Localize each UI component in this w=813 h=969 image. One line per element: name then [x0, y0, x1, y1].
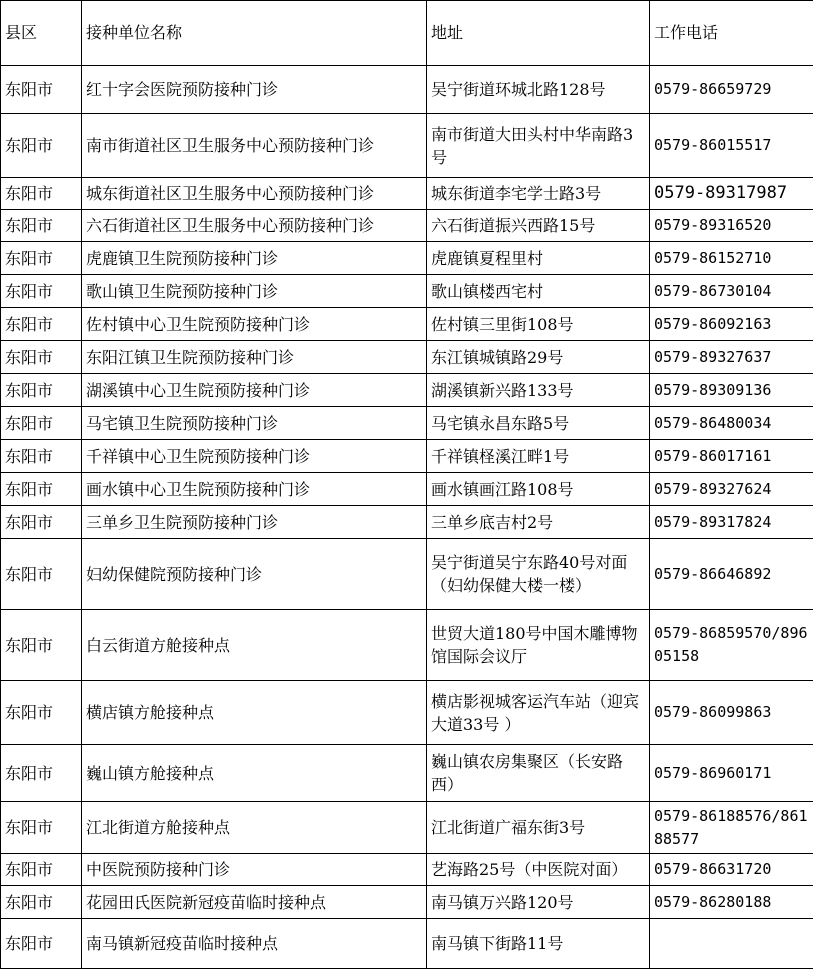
header-district: 县区 [1, 1, 82, 66]
cell-district: 东阳市 [1, 539, 82, 610]
header-address: 地址 [427, 1, 650, 66]
table-row [1, 854, 813, 886]
table-row [1, 66, 813, 114]
cell-address: 马宅镇永昌东路5号 [427, 407, 650, 440]
cell-address: 艺海路25号（中医院对面） [427, 854, 650, 886]
cell-phone: 0579-86859570/89605158 [650, 610, 813, 681]
cell-phone: 0579-86659729 [650, 66, 813, 114]
cell-address: 佐村镇三里街108号 [427, 308, 650, 341]
cell-address: 虎鹿镇夏程里村 [427, 242, 650, 275]
cell-district: 东阳市 [1, 210, 82, 242]
table-row [1, 802, 813, 854]
cell-address: 三单乡底吉村2号 [427, 506, 650, 539]
cell-unit-name: 南马镇新冠疫苗临时接种点 [82, 919, 427, 969]
cell-phone: 0579-86092163 [650, 308, 813, 341]
cell-phone [650, 919, 813, 969]
header-row [1, 1, 813, 66]
cell-district: 东阳市 [1, 66, 82, 114]
cell-district: 东阳市 [1, 114, 82, 178]
cell-address: 南市街道大田头村中华南路3号 [427, 114, 650, 178]
cell-unit-name: 巍山镇方舱接种点 [82, 745, 427, 802]
cell-unit-name: 妇幼保健院预防接种门诊 [82, 539, 427, 610]
cell-unit-name: 六石街道社区卫生服务中心预防接种门诊 [82, 210, 427, 242]
cell-district: 东阳市 [1, 610, 82, 681]
cell-phone: 0579-89317824 [650, 506, 813, 539]
cell-unit-name: 湖溪镇中心卫生院预防接种门诊 [82, 374, 427, 407]
table-row [1, 886, 813, 919]
cell-district: 东阳市 [1, 919, 82, 969]
cell-unit-name: 马宅镇卫生院预防接种门诊 [82, 407, 427, 440]
cell-address: 画水镇画江路108号 [427, 473, 650, 506]
cell-phone: 0579-86015517 [650, 114, 813, 178]
table-row [1, 919, 813, 969]
cell-district: 东阳市 [1, 308, 82, 341]
table-row [1, 506, 813, 539]
cell-phone: 0579-89327637 [650, 341, 813, 374]
cell-district: 东阳市 [1, 275, 82, 308]
cell-unit-name: 城东街道社区卫生服务中心预防接种门诊 [82, 178, 427, 210]
cell-unit-name: 千祥镇中心卫生院预防接种门诊 [82, 440, 427, 473]
table-row [1, 407, 813, 440]
cell-address: 横店影视城客运汽车站（迎宾大道33号 ） [427, 681, 650, 745]
table-row [1, 308, 813, 341]
cell-phone: 0579-86631720 [650, 854, 813, 886]
cell-phone: 0579-89309136 [650, 374, 813, 407]
cell-unit-name: 红十字会医院预防接种门诊 [82, 66, 427, 114]
table-row [1, 440, 813, 473]
cell-address: 城东街道李宅学士路3号 [427, 178, 650, 210]
cell-phone: 0579-89316520 [650, 210, 813, 242]
cell-phone: 0579-89327624 [650, 473, 813, 506]
cell-district: 东阳市 [1, 341, 82, 374]
cell-address: 江北街道广福东街3号 [427, 802, 650, 854]
cell-address: 湖溪镇新兴路133号 [427, 374, 650, 407]
table-row [1, 745, 813, 802]
cell-phone: 0579-86730104 [650, 275, 813, 308]
header-phone: 工作电话 [650, 1, 813, 66]
cell-phone: 0579-89317987 [650, 178, 813, 210]
table-row [1, 210, 813, 242]
table-row [1, 275, 813, 308]
cell-phone: 0579-86188576/86188577 [650, 802, 813, 854]
cell-unit-name: 歌山镇卫生院预防接种门诊 [82, 275, 427, 308]
table-row [1, 473, 813, 506]
cell-address: 南马镇万兴路120号 [427, 886, 650, 919]
table-row [1, 681, 813, 745]
cell-district: 东阳市 [1, 854, 82, 886]
cell-district: 东阳市 [1, 178, 82, 210]
table-row [1, 610, 813, 681]
cell-district: 东阳市 [1, 440, 82, 473]
cell-unit-name: 三单乡卫生院预防接种门诊 [82, 506, 427, 539]
cell-district: 东阳市 [1, 681, 82, 745]
cell-address: 六石街道振兴西路15号 [427, 210, 650, 242]
cell-phone: 0579-86099863 [650, 681, 813, 745]
cell-phone: 0579-86646892 [650, 539, 813, 610]
cell-phone: 0579-86152710 [650, 242, 813, 275]
cell-unit-name: 东阳江镇卫生院预防接种门诊 [82, 341, 427, 374]
cell-unit-name: 画水镇中心卫生院预防接种门诊 [82, 473, 427, 506]
cell-unit-name: 白云街道方舱接种点 [82, 610, 427, 681]
table-row [1, 539, 813, 610]
cell-address: 吴宁街道吴宁东路40号对面（妇幼保健大楼一楼） [427, 539, 650, 610]
table-row [1, 374, 813, 407]
cell-address: 歌山镇楼西宅村 [427, 275, 650, 308]
cell-district: 东阳市 [1, 886, 82, 919]
table-row [1, 114, 813, 178]
cell-address: 千祥镇柽溪江畔1号 [427, 440, 650, 473]
cell-unit-name: 虎鹿镇卫生院预防接种门诊 [82, 242, 427, 275]
cell-district: 东阳市 [1, 374, 82, 407]
cell-unit-name: 横店镇方舱接种点 [82, 681, 427, 745]
cell-district: 东阳市 [1, 407, 82, 440]
cell-district: 东阳市 [1, 745, 82, 802]
cell-district: 东阳市 [1, 473, 82, 506]
cell-district: 东阳市 [1, 506, 82, 539]
cell-phone: 0579-86017161 [650, 440, 813, 473]
table-row [1, 242, 813, 275]
header-unit-name: 接种单位名称 [82, 1, 427, 66]
cell-unit-name: 南市街道社区卫生服务中心预防接种门诊 [82, 114, 427, 178]
cell-unit-name: 花园田氏医院新冠疫苗临时接种点 [82, 886, 427, 919]
cell-district: 东阳市 [1, 802, 82, 854]
table-row [1, 178, 813, 210]
cell-address: 巍山镇农房集聚区（长安路西） [427, 745, 650, 802]
table-row [1, 341, 813, 374]
cell-address: 南马镇下街路11号 [427, 919, 650, 969]
cell-unit-name: 江北街道方舱接种点 [82, 802, 427, 854]
cell-phone: 0579-86280188 [650, 886, 813, 919]
cell-unit-name: 佐村镇中心卫生院预防接种门诊 [82, 308, 427, 341]
cell-address: 世贸大道180号中国木雕博物馆国际会议厅 [427, 610, 650, 681]
cell-phone: 0579-86960171 [650, 745, 813, 802]
cell-phone: 0579-86480034 [650, 407, 813, 440]
cell-unit-name: 中医院预防接种门诊 [82, 854, 427, 886]
cell-district: 东阳市 [1, 242, 82, 275]
cell-address: 吴宁街道环城北路128号 [427, 66, 650, 114]
cell-address: 东江镇城镇路29号 [427, 341, 650, 374]
